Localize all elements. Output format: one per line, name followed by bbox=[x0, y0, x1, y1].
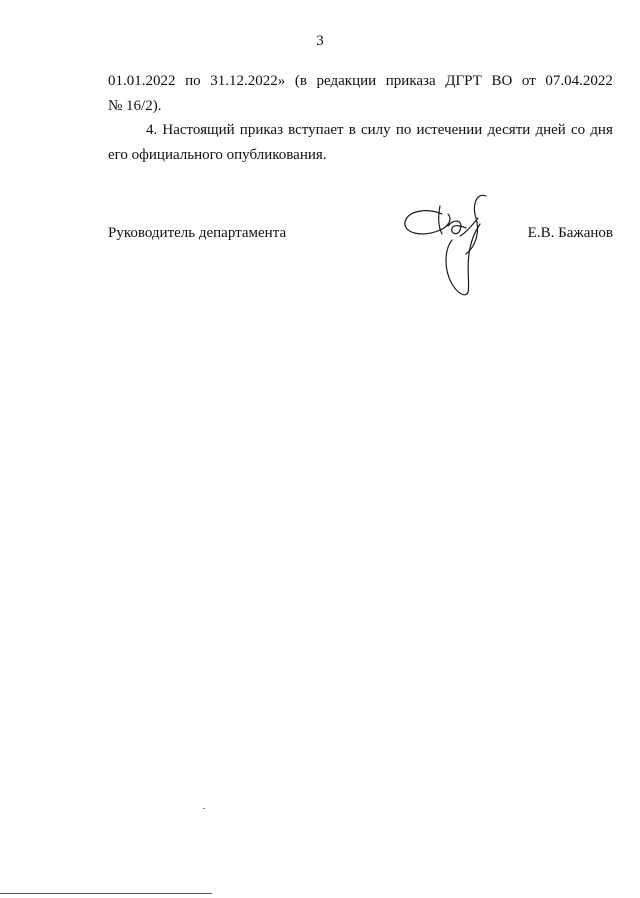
word: ВО bbox=[491, 73, 513, 89]
word: 07.04.2022 bbox=[545, 73, 613, 89]
word: со bbox=[570, 122, 586, 138]
body-line-2: № 16/2). bbox=[108, 98, 162, 114]
word: 4. bbox=[146, 122, 158, 138]
word: 01.01.2022 bbox=[108, 73, 176, 89]
signer-name: Е.В. Бажанов bbox=[527, 225, 613, 241]
signer-title: Руководитель департамента bbox=[108, 225, 287, 241]
word: по bbox=[395, 122, 412, 138]
word: 31.12.2022» bbox=[210, 73, 286, 89]
word: по bbox=[185, 73, 201, 89]
word: дней bbox=[535, 122, 566, 138]
word: дня bbox=[590, 122, 613, 138]
word: силу bbox=[360, 122, 391, 138]
word: приказа bbox=[385, 73, 436, 89]
word: (в bbox=[294, 73, 307, 89]
page-number: 3 bbox=[316, 33, 324, 49]
word: истечении bbox=[416, 122, 483, 138]
word: приказ bbox=[239, 122, 283, 138]
scan-speck bbox=[203, 808, 205, 809]
handwritten-signature bbox=[400, 188, 500, 300]
word: ДГРТ bbox=[445, 73, 482, 89]
word: Настоящий bbox=[162, 122, 235, 138]
body-line-3 bbox=[146, 123, 613, 138]
footnote-rule bbox=[0, 893, 212, 894]
word: редакции bbox=[316, 73, 377, 89]
word: десяти bbox=[487, 122, 531, 138]
body-line-4: его официального опубликования. bbox=[108, 147, 327, 163]
word: в bbox=[348, 122, 356, 138]
word: вступает bbox=[288, 122, 344, 138]
word: от bbox=[521, 73, 536, 89]
body-line-1 bbox=[108, 74, 613, 89]
